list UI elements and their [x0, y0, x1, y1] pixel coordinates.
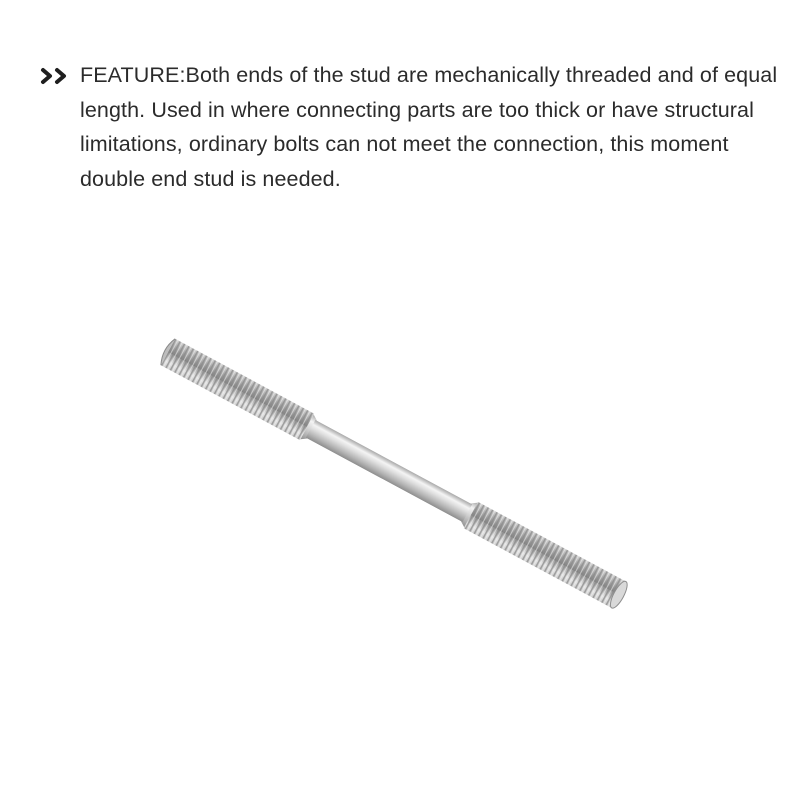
smooth-shank: [300, 415, 477, 528]
right-thread: [464, 502, 631, 610]
feature-text: FEATURE:Both ends of the stud are mechanically threaded and of equal length. Used in where connecting parts are too thick or have structural limitations, ordinary bolts can not meet the connection, this moment double end stud is needed.: [80, 63, 778, 191]
left-thread: [158, 337, 314, 440]
